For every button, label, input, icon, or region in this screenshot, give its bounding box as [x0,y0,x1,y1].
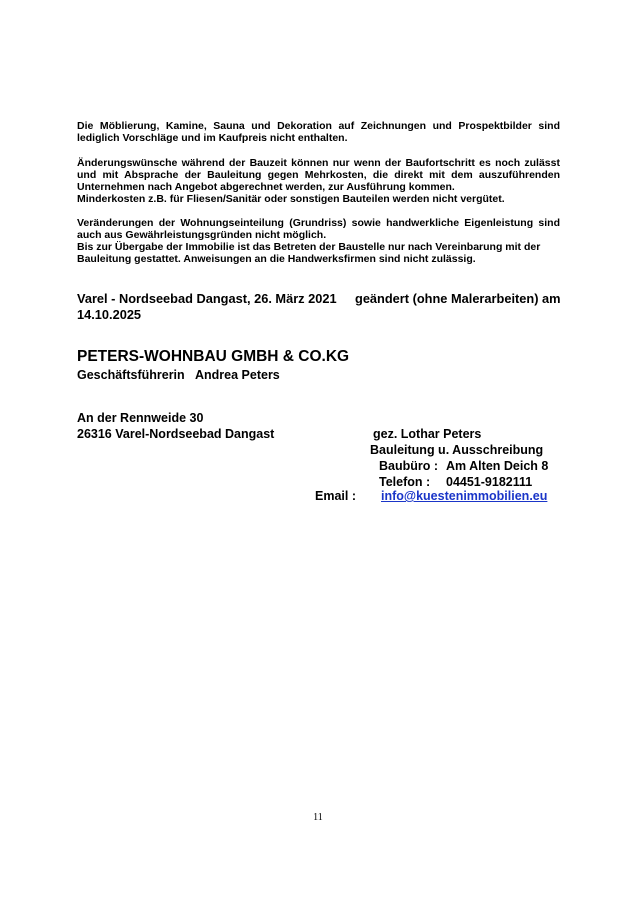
place-date: Varel - Nordseebad Dangast, 26. März 2021 [77,291,337,306]
phone-number: 04451-9182111 [446,475,533,489]
layout-change-note-line-2: auch aus Gewährleistungsgründen nicht möglich. [77,229,327,241]
company-name: PETERS-WOHNBAU GMBH & CO.KG [77,348,350,365]
office-label: Baubüro : [379,459,439,473]
amended-note: geändert (ohne Malerarbeiten) am [355,291,561,306]
signature-name: gez. Lothar Peters [373,427,482,441]
change-request-note-line-2: und mit Absprache der Bauleitung gegen Mehrkosten, die direkt mit dem auszuführenden [77,169,560,181]
layout-change-note-line-1: Veränderungen der Wohnungseinteilung (Grundriss) sowie handwerkliche Eigenleistung sind [77,217,560,229]
change-request-note-line-1: Änderungswünsche während der Bauzeit können nur wenn der Baufortschritt es noch zulässt [77,157,560,169]
manager-name: Andrea Peters [195,368,280,382]
furnishing-note-line-1: Die Möblierung, Kamine, Sauna und Dekoration auf Zeichnungen und Prospektbilder sind [77,120,560,132]
layout-change-note-line-3: Bis zur Übergabe der Immobilie ist das Betreten der Baustelle nur nach Vereinbarung mit der [77,241,541,253]
manager-label: Geschäftsführerin [77,368,185,382]
email-link[interactable]: info@kuestenimmobilien.eu [381,489,548,503]
phone-label: Telefon : [379,475,431,489]
layout-change-note-line-4: Bauleitung gestattet. Anweisungen an die Handwerksfirmen sind nicht zulässig. [77,253,476,265]
signature-role: Bauleitung u. Ausschreibung [370,443,544,457]
furnishing-note-line-2: lediglich Vorschläge und im Kaufpreis nicht enthalten. [77,132,348,144]
office-address: Am Alten Deich 8 [446,459,549,473]
amended-date: 14.10.2025 [77,307,142,322]
change-request-note-line-4: Minderkosten z.B. für Fliesen/Sanitär oder sonstigen Bauteilen werden nicht vergütet. [77,193,505,205]
page-number: 11 [313,812,323,823]
address-street: An der Rennweide 30 [77,411,204,425]
address-city: 26316 Varel-Nordseebad Dangast [77,427,275,441]
change-request-note-line-3: Unternehmen nach Angebot abgerechnet werden, zur Ausführung kommen. [77,181,455,193]
email-label: Email : [315,489,356,503]
